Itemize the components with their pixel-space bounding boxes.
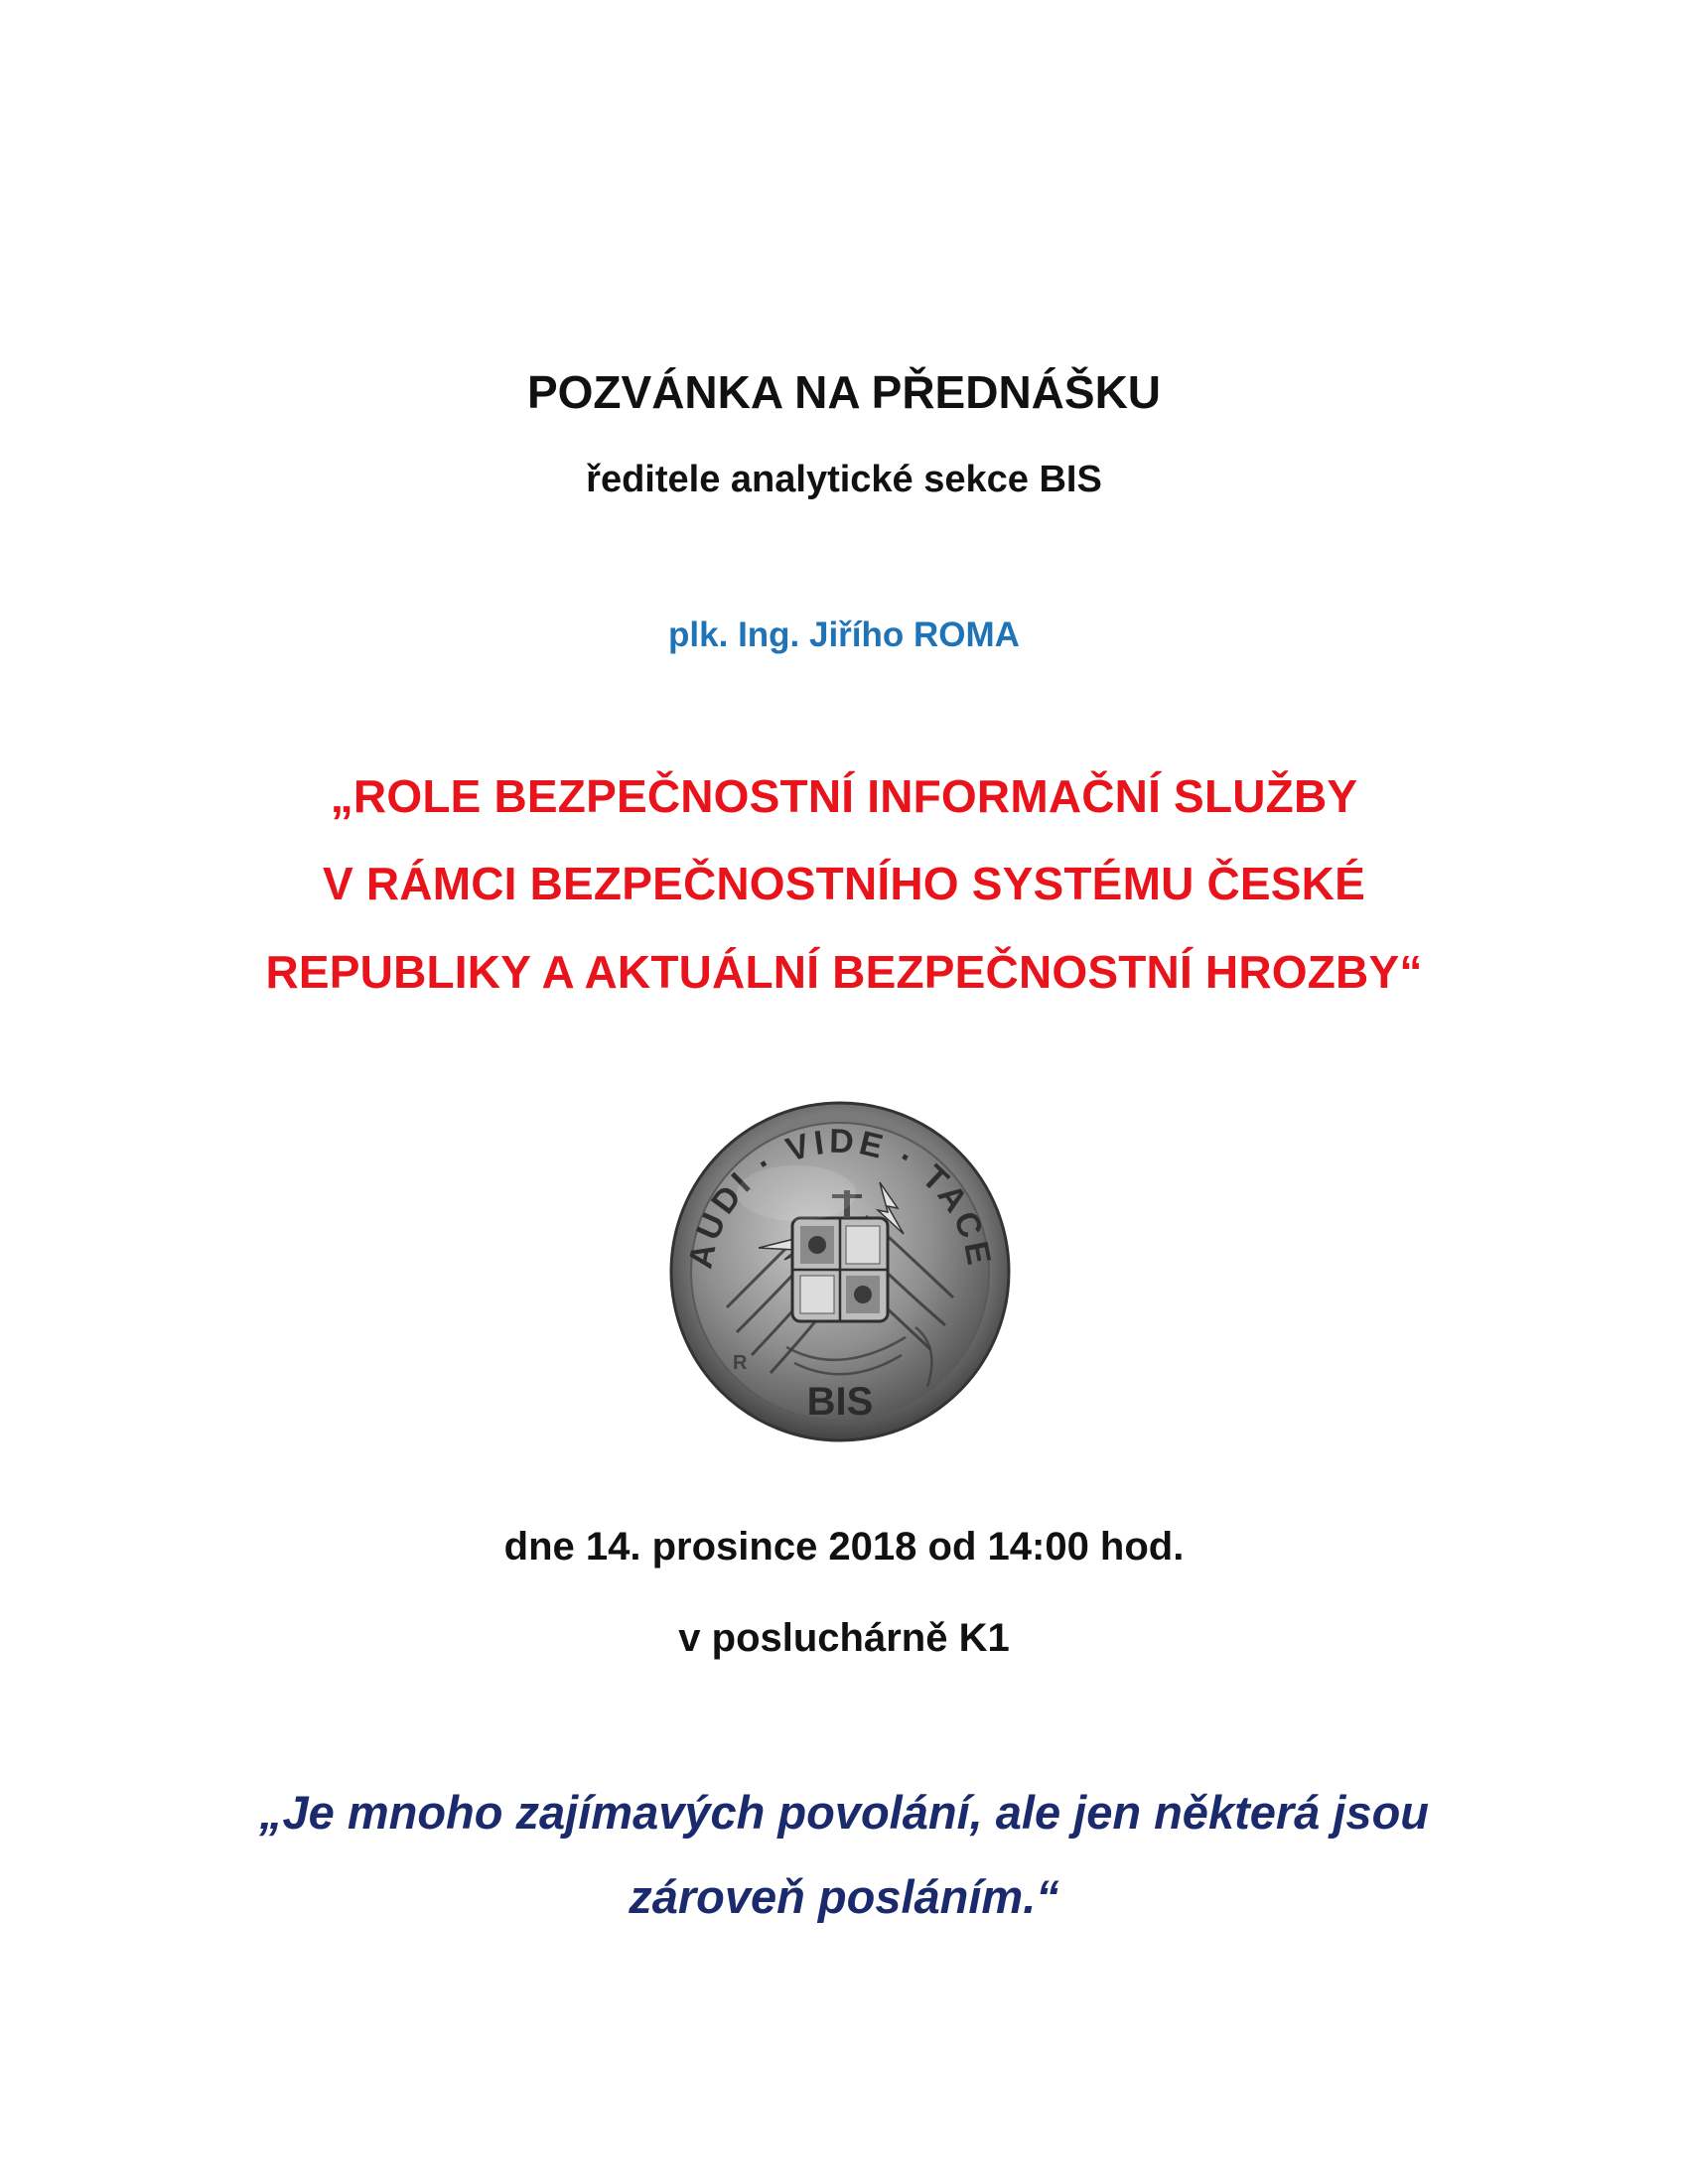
invitation-subtitle: ředitele analytické sekce BIS (586, 459, 1102, 500)
lecture-title-line-2: V RÁMCI BEZPEČNOSTNÍHO SYSTÉMU ČESKÉ (323, 858, 1365, 909)
lecture-title-line-1: „ROLE BEZPEČNOSTNÍ INFORMAČNÍ SLUŽBY (330, 770, 1358, 822)
invitation-title: POZVÁNKA NA PŘEDNÁŠKU (526, 366, 1162, 418)
medal-coat-of-arms (792, 1218, 888, 1321)
svg-text:R: R (733, 1352, 748, 1374)
bis-medal-emblem (667, 1099, 1013, 1444)
motto-line-2: zároveň posláním.“ (629, 1870, 1059, 1923)
medal-arc-text: AUDI · VIDE · TACE (681, 1122, 999, 1272)
motto-line-1: „Je mnoho zajímavých povolání, ale jen některá jsou (259, 1786, 1429, 1839)
medal-bottom-text: BIS (806, 1380, 874, 1424)
bis-medal-graphic (667, 1099, 1013, 1444)
lecture-title-line-3: REPUBLIKY A AKTUÁLNÍ BEZPEČNOSTNÍ HROZBY“ (265, 946, 1423, 998)
event-venue: v posluchárně K1 (678, 1616, 1010, 1660)
event-date: dne 14. prosince 2018 od 14:00 hod. (503, 1525, 1185, 1569)
speaker-name: plk. Ing. Jiřího ROMA (668, 615, 1020, 654)
